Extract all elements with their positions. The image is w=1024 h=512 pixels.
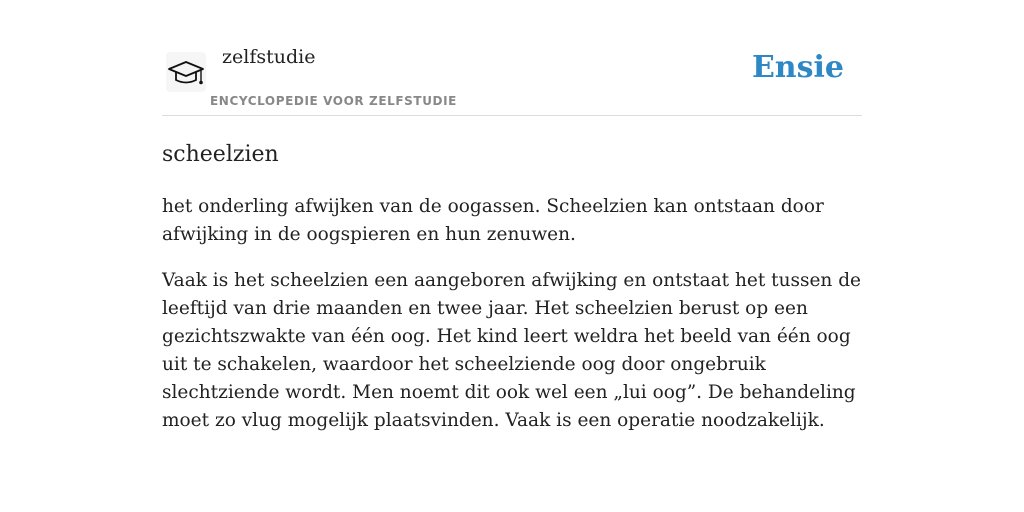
ensie-logo[interactable]: Ensie [751, 50, 844, 85]
page [162, 0, 862, 435]
article-paragraph: het onderling afwijken van de oogassen. Scheelzien kan ontstaan door afwijking in de oogspieren en hun zenuwen. [162, 196, 824, 245]
site-header [162, 0, 862, 116]
graduation-cap-icon[interactable] [166, 52, 206, 92]
article-title: scheelzien [162, 142, 279, 167]
article-body [162, 193, 862, 435]
site-name[interactable]: zelfstudie [222, 46, 316, 68]
site-tagline: ENCYCLOPEDIE VOOR ZELFSTUDIE [210, 94, 457, 108]
article-paragraph: Vaak is het scheelzien een aangeboren afwijking en ontstaat het tussen de leeftijd van drie maanden en twee jaar. Het scheelzien berust op een gezichtszwakte van één oog. Het kind leert weldra het beeld van één oog uit te schakelen, waardoor het scheelziende oog door ongebruik slechtziende wordt. Men noemt dit ook wel een „lui oog”. De behandeling moet zo vlug mogelijk plaatsvinden. Vaak is een operatie noodzakelijk. [162, 270, 862, 431]
